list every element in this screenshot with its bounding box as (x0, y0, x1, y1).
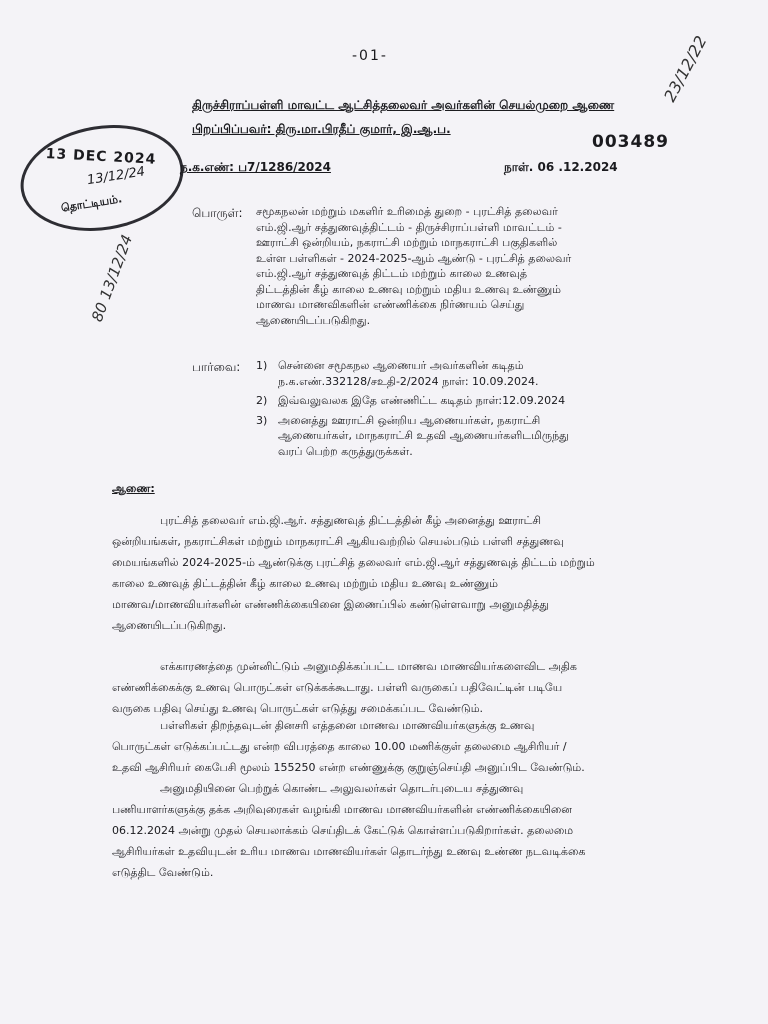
inward-number: 003489 (592, 132, 669, 152)
reference-number: ந.க.எண்: ப7/1286/2024 (180, 160, 331, 174)
subject-line: மாணவ மாணவிகளின் எண்ணிக்கை நிர்ணயம் செய்து (256, 298, 525, 311)
stamp-office: தொட்டியம். (60, 192, 123, 215)
paragraph-line: உதவி ஆசிரியர் கைபேசி மூலம் 155250 என்ற எண்ணுக்கு குறுஞ்செய்தி அனுப்பிட வேண்டும். (112, 761, 585, 774)
paragraph-line: புரட்சித் தலைவர் எம்.ஜி.ஆர். சத்துணவுத் திட்டத்தின் கீழ் அனைத்து ஊராட்சி (160, 514, 542, 527)
paragraph-line: எக்காரணத்தை முன்னிட்டும் அனுமதிக்கப்பட்ட மாணவ மாணவியர்களைவிட அதிக (160, 660, 577, 673)
handwritten-side-note: 80 13/12/24 (88, 232, 137, 325)
paragraph-line: காலை உணவுத் திட்டத்தின் கீழ் காலை உணவு மற்றும் மதிய உணவு உண்ணும் (112, 577, 498, 590)
subject-line: எம்.ஜி.ஆர் சத்துணவுத் திட்டம் மற்றும் காலை உணவுத் (256, 267, 527, 280)
paragraph-line: பொருட்கள் எடுக்கப்பட்டது என்ற விபரத்தை காலை 10.00 மணிக்குள் தலைமை ஆசிரியர் / (112, 740, 567, 753)
subject-line: உள்ள பள்ளிகள் - 2024-2025-ஆம் ஆண்டு - புரட்சித் தலைவர் (256, 251, 572, 265)
paragraph-line: மாணவ/மாணவியர்களின் எண்ணிக்கையினை இணைப்பில் கண்டுள்ளவாறு அனுமதித்து (112, 598, 549, 611)
page-number: -01- (352, 48, 388, 64)
order-date (504, 160, 618, 176)
order-date-label: நாள். (504, 160, 534, 174)
subject-line: ஆணையிடப்படுகிறது. (256, 313, 371, 327)
reference-item (256, 358, 686, 389)
paragraph-line: பணியாளர்களுக்கு தக்க அறிவுரைகள் வழங்கி மாணவ மாணவியர்களின் எண்ணிக்கையினை (112, 803, 572, 816)
issuer-line: பிறப்பிப்பவர்: திரு.மா.பிரதீப் குமார், இ.ஆ.ப. (192, 122, 451, 136)
paragraph-line: வருகை பதிவு செய்து உணவு பொருட்கள் எடுத்து சமைக்கப்பட வேண்டும். (112, 702, 484, 715)
paragraph-line: ஒன்றியங்கள், நகராட்சிகள் மற்றும் மாநகராட்சி ஆகியவற்றில் செயல்படும் பள்ளி சத்துணவு (112, 535, 564, 548)
stamp-date: 13 DEC 2024 (45, 146, 157, 168)
order-paragraph-2 (112, 656, 672, 719)
paragraph-line: எடுத்திட வேண்டும். (112, 866, 214, 879)
reference-number-1: 1) (256, 359, 268, 372)
paragraph-line: பள்ளிகள் திறந்தவுடன் தினசரி எத்தனை மாணவ மாணவியர்களுக்கு உணவு (160, 719, 535, 732)
subject-line: ஊராட்சி ஒன்றியம், நகராட்சி மற்றும் மாநகராட்சி பகுதிகளில் (256, 236, 558, 249)
subject-line: சமூகநலன் மற்றும் மகளிர் உரிமைத் துறை - புரட்சித் தலைவர் (256, 205, 558, 218)
reference-line: இவ்வலுவலக இதே எண்ணிட்ட கடிதம் நாள்:12.09.2024 (278, 394, 566, 407)
handwritten-date: 23/12/22 (660, 32, 711, 105)
reference-item (256, 393, 686, 409)
order-title: திருச்சிராப்பள்ளி மாவட்ட ஆட்சித்தலைவர் அவர்களின் செயல்முறை ஆணை (192, 98, 615, 112)
reference-number-2: 2) (256, 394, 268, 407)
reference-line: அனைத்து ஊராட்சி ஒன்றிய ஆணையர்கள், நகராட்சி (278, 413, 541, 427)
order-paragraph-1 (112, 510, 672, 636)
reference-line: ஆணையர்கள், மாநகராட்சி உதவி ஆணையர்களிடமிருந்து (278, 429, 569, 442)
order-paragraph-3 (112, 715, 672, 778)
order-date-value: 06 .12.2024 (537, 160, 618, 174)
paragraph-line: அனுமதியினை பெற்றுக் கொண்ட அலுவலர்கள் தொடர்புடைய சத்துணவு (160, 782, 524, 795)
reference-line: வரப் பெற்ற கருத்துருக்கள். (278, 444, 413, 458)
reference-line: ந.க.எண்.332128/சஉதி-2/2024 நாள்: 10.09.2024. (278, 374, 539, 388)
paragraph-line: ஆசிரியர்கள் உதவியுடன் உரிய மாணவ மாணவியர்கள் தொடர்ந்து உணவு உண்ண நடவடிக்கை (112, 845, 586, 858)
references-label: பார்வை: (192, 360, 241, 374)
subject-line: எம்.ஜி.ஆர் சத்துணவுத்திட்டம் - திருச்சிராப்பள்ளி மாவட்டம் - (256, 220, 562, 234)
reference-line: சென்னை சமூகநல ஆணையர் அவர்களின் கடிதம் (278, 359, 524, 372)
paragraph-line: மையங்களில் 2024-2025-ம் ஆண்டுக்கு புரட்சித் தலைவர் எம்.ஜி.ஆர் சத்துணவுத் திட்டம் மற்றும் (112, 556, 595, 569)
paragraph-line: ஆணையிடப்படுகிறது. (112, 619, 227, 632)
order-paragraph-4 (112, 778, 672, 883)
received-stamp (13, 114, 191, 242)
reference-item (256, 413, 686, 460)
references-list (256, 358, 686, 463)
stamp-signature: 13/12/24 (86, 164, 147, 189)
subject-line: திட்டத்தின் கீழ் காலை உணவு மற்றும் மதிய உணவு உண்ணும் (256, 282, 562, 296)
subject-label: பொருள்: (192, 206, 243, 220)
paragraph-line: எண்ணிக்கைக்கு உணவு பொருட்கள் எடுக்கக்கூடாது. பள்ளி வருகைப் பதிவேட்டின் படியே (112, 681, 563, 694)
subject-text (256, 204, 670, 328)
reference-number-3: 3) (256, 413, 268, 427)
paragraph-line: 06.12.2024 அன்று முதல் செயலாக்கம் செய்திடக் கேட்டுக் கொள்ளப்படுகிறார்கள். தலைமை (112, 824, 574, 837)
order-label: ஆணை: (112, 482, 155, 495)
